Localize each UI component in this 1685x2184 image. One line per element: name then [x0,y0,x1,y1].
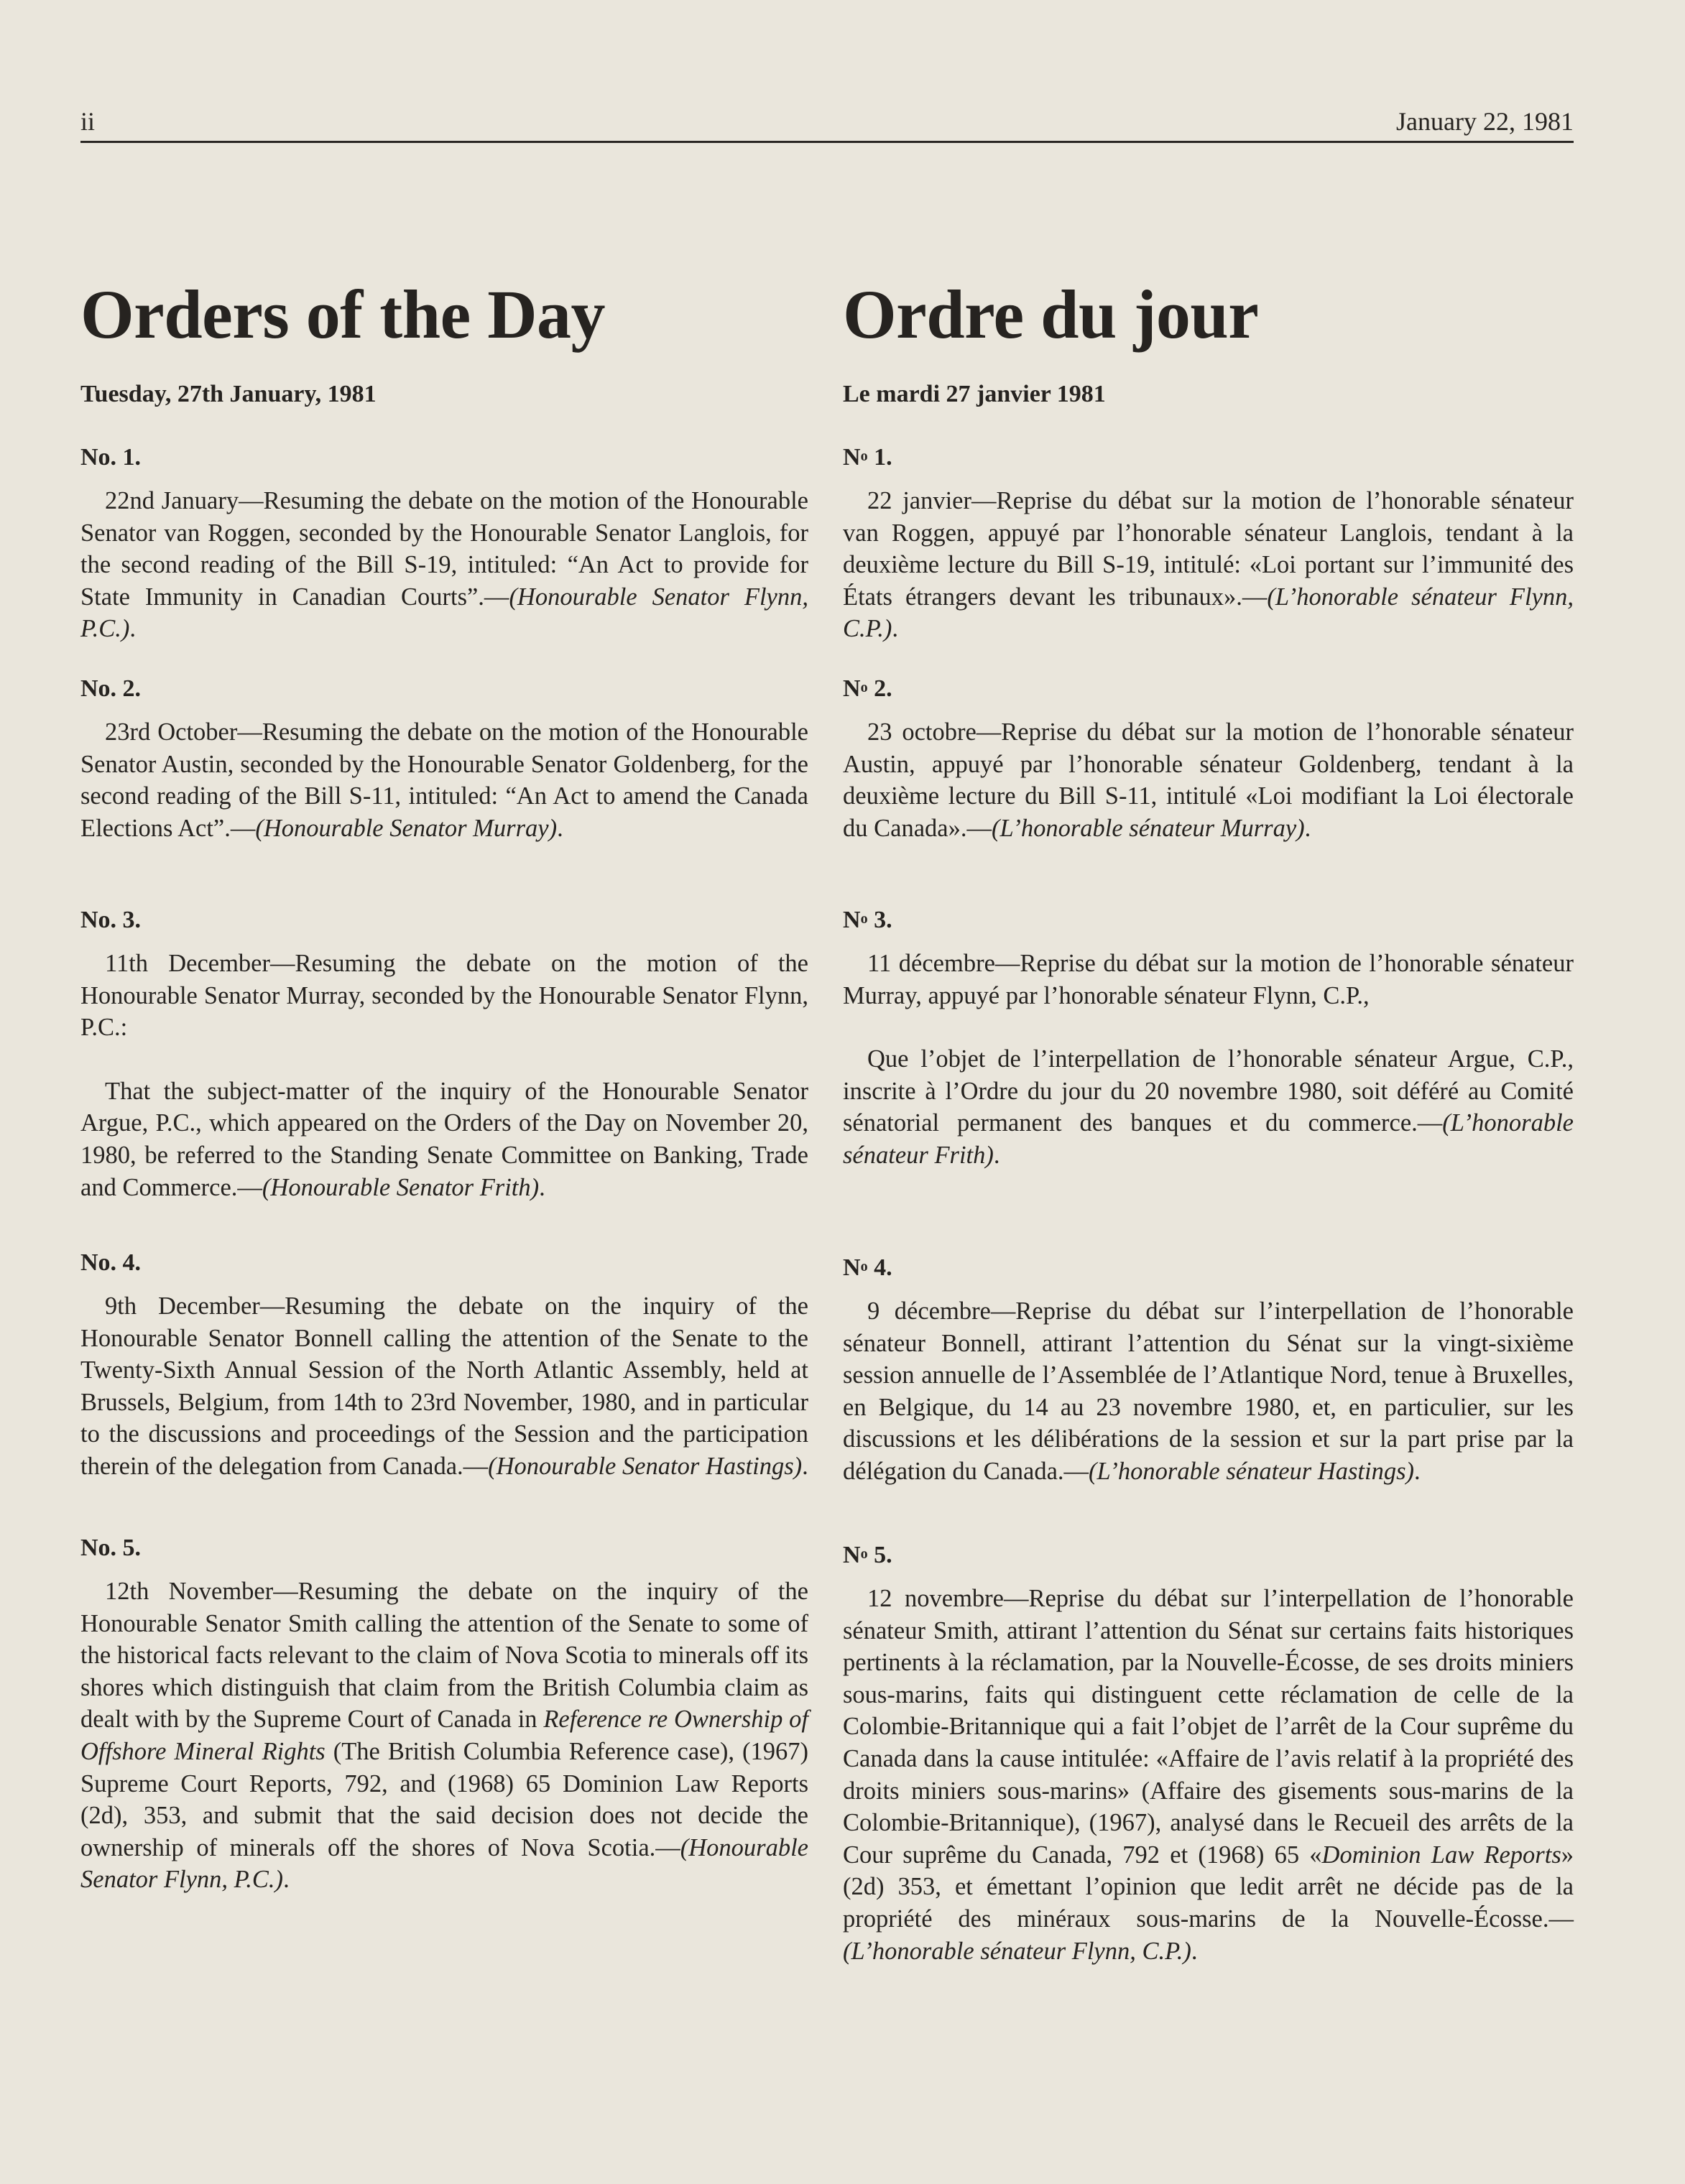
attribution: (L’honorable sénateur Flynn, C.P.) [843,1937,1191,1965]
attribution: (Honourable Senator Flynn, P.C.) [80,583,808,643]
page-number: ii [80,107,96,136]
item-paragraph: 12 novembre—Reprise du débat sur l’interpellation de l’honorable sénateur Smith, attirant l’attention du Sénat sur certains faits historiques pertinents à la réclamation, par la Nouvelle-Écosse, de ses droits miniers sous-marins, faits qui distinguent cette réclamation de celle de la Colombie-Britannique qui a fait l’objet de l’arrêt de la Cour suprême du Canada dans la cause intitulée: «Affaire de l’avis relatif à la propriété des droits miniers sous-marins» (Affaire des gisements sous-marins de la Colombie-Britannique), (1967), analysé dans le Recueil des arrêts de la Cour suprême du Canada, 792 et (1968) 65 «Dominion Law Reports» (2d) 353, et émettant l’opinion que ledit arrêt ne décide pas de la propriété des minéraux sous-marins de la Nouvelle-Écosse.—(L’honorable sénateur Flynn, C.P.). [843,1585,1574,1965]
item-paragraph: 22nd January—Resuming the debate on the motion of the Honourable Senator van Roggen, seconded by the Honourable Senator Langlois, for the second reading of the Bill S-19, intituled: “An Act to provide for State Immunity in Canadian Courts”.—(Honourable Senator Flynn, P.C.). [80,487,808,643]
item-number: No. 1. [80,444,142,471]
case-title: Reference re Ownership of Offshore Mineral Rights [80,1706,808,1765]
attribution: (Honourable Senator Hastings) [488,1452,803,1480]
order-item-1-fr [843,443,1574,645]
item-paragraph: 23 octobre—Reprise du débat sur la motion de l’honorable sénateur Austin, appuyé par l’honorable sénateur Goldenberg, tendant à la deuxième lecture du Bill S-11, intitulé «Loi modifiant la Loi électorale du Canada».—(L’honorable sénateur Murray). [843,718,1574,842]
order-item-4-fr [843,1254,1574,1488]
attribution: (L’honorable sénateur Frith) [843,1109,1574,1169]
page-title-french: Ordre du jour [843,276,1259,353]
case-title: Dominion Law Reports [1321,1841,1561,1869]
header-date: January 22, 1981 [1396,107,1574,136]
item-paragraph: Que l’objet de l’interpellation de l’honorable sénateur Argue, C.P., inscrite à l’Ordre du jour du 20 novembre 1980, soit déféré au Comité sénatorial permanent des banques et du commerce.—(L’honorable sénateur Frith). [843,1045,1574,1169]
sitting-date-english: Tuesday, 27th January, 1981 [80,381,377,407]
header-rule [80,141,1574,143]
english-column [80,276,808,1894]
order-item-5-en [80,1534,808,1896]
order-item-3-en [80,906,808,1203]
page-title-english: Orders of the Day [80,276,606,353]
item-paragraph: 9th December—Resuming the debate on the inquiry of the Honourable Senator Bonnell calling the attention of the Senate to the Twenty-Sixth Annual Session of the North Atlantic Assembly, held at Brussels, Belgium, from 14th to 23rd November, 1980, and in particular to the discussions and proceedings of the Session and the participation therein of the delegation from Canada.—(Honourable Senator Hastings). [80,1292,808,1480]
order-item-2-en [80,675,808,844]
item-number: $N^o$ 1. [843,444,892,471]
order-item-4-en [80,1249,808,1483]
order-item-1-en [80,443,808,645]
french-column [843,276,1574,1965]
item-number: No. 2. [80,675,142,702]
item-number: No. 4. [80,1249,142,1276]
attribution: (L’honorable sénateur Flynn, C.P.) [843,583,1574,643]
sitting-date-french: Le mardi 27 janvier 1981 [843,381,1106,407]
item-number: No. 3. [80,907,142,933]
item-paragraph: 9 décembre—Reprise du débat sur l’interpellation de l’honorable sénateur Bonnell, attirant l’attention du Sénat sur la vingt-sixième session annuelle de l’Assemblée de l’Atlantique Nord, tenue à Bruxelles, en Belgique, du 14 au 23 novembre 1980, et, en particulier, sur les discussions et les délibérations de la session et sur la part prise par la délégation du Canada.—(L’honorable sénateur Hastings). [843,1297,1574,1485]
item-number: No. 5. [80,1535,142,1561]
order-item-3-fr [843,906,1574,1172]
item-paragraph: 22 janvier—Reprise du débat sur la motion de l’honorable sénateur van Roggen, appuyé par l’honorable sénateur Langlois, tendant à la deuxième lecture du Bill S-19, intitulé: «Loi portant sur l’immunité des États étrangers devant les tribunaux».—(L’honorable sénateur Flynn, C.P.). [843,487,1574,643]
item-paragraph: That the subject-matter of the inquiry of the Honourable Senator Argue, P.C., which appeared on the Orders of the Day on November 20, 1980, be referred to the Standing Senate Committee on Banking, Trade and Commerce.—(Honourable Senator Frith). [80,1077,808,1201]
item-paragraph: 23rd October—Resuming the debate on the motion of the Honourable Senator Austin, seconded by the Honourable Senator Goldenberg, for the second reading of the Bill S-11, intituled: “An Act to amend the Canada Elections Act”.—(Honourable Senator Murray). [80,718,808,842]
attribution: (Honourable Senator Frith) [262,1173,540,1201]
order-item-2-fr [843,675,1574,844]
attribution: (L’honorable sénateur Hastings) [1089,1457,1414,1485]
item-number: $N^o$ 4. [843,1254,892,1281]
order-item-5-fr [843,1541,1574,1967]
attribution: (L’honorable sénateur Murray) [991,814,1305,842]
item-number: $N^o$ 2. [843,675,892,702]
item-paragraph: 11th December—Resuming the debate on the motion of the Honourable Senator Murray, seconded by the Honourable Senator Flynn, P.C.: [80,950,808,1042]
item-number: $N^o$ 3. [843,907,892,933]
item-paragraph: 12th November—Resuming the debate on the inquiry of the Honourable Senator Smith calling the attention of the Senate to some of the historical facts relevant to the claim of Nova Scotia to minerals off its shores which distinguish that claim from the British Columbia claim as dealt with by the Supreme Court of Canada in Reference re Ownership of Offshore Mineral Rights (The British Columbia Reference case), (1967) Supreme Court Reports, 792, and (1968) 65 Dominion Law Reports (2d), 353, and submit that the said decision does not decide the ownership of minerals off the shores of Nova Scotia.—(Honourable Senator Flynn, P.C.). [80,1578,808,1894]
attribution: (Honourable Senator Murray) [255,814,558,842]
attribution: (Honourable Senator Flynn, P.C.) [80,1833,808,1894]
item-paragraph: 11 décembre—Reprise du débat sur la motion de l’honorable sénateur Murray, appuyé par l’honorable sénateur Flynn, C.P., [843,950,1574,1009]
item-number: $N^o$ 5. [843,1542,892,1568]
